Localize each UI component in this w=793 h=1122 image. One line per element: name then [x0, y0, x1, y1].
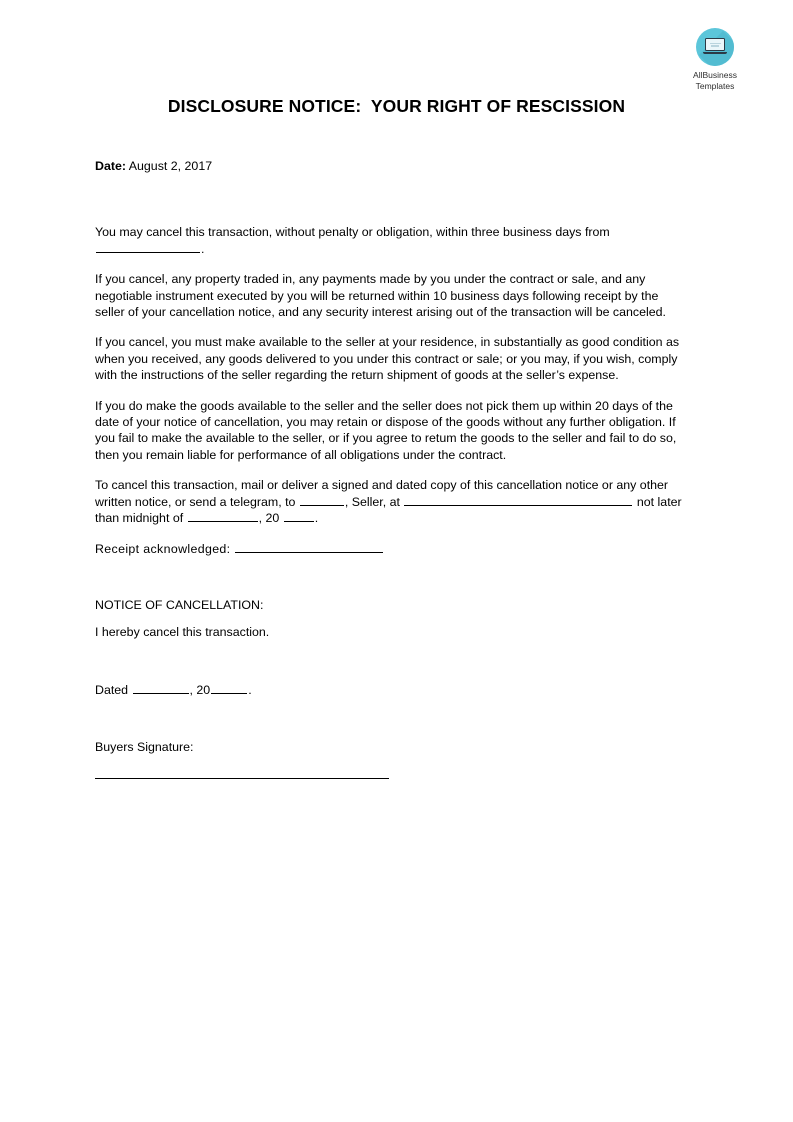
- blank-cancel-date[interactable]: [96, 241, 200, 253]
- logo-text-line1: AllBusiness: [693, 70, 737, 80]
- laptop-screen-line: [710, 43, 721, 44]
- how-to-cancel-text-c: not later than midnight of: [95, 494, 682, 526]
- date-value: August 2, 2017: [128, 159, 213, 173]
- receipt-acknowledged-label: Receipt acknowledged:: [95, 541, 231, 556]
- paragraph-retention-liability: If you do make the goods available to the seller and the seller does not pick them up within 20 days of the date of your notice of cancellation, you may retain or dispose of the goods without any further obligation. If you fail to make the available to the seller, or if you agree to retum the goods to the seller and fail to do so, then you remain liable for performance of all obligations under the contract.: [95, 398, 677, 462]
- laptop-base: [703, 52, 727, 54]
- paragraph-cancel-window-text: You may cancel this transaction, without penalty or obligation, within three business days from: [95, 225, 610, 240]
- laptop-circle-icon: [696, 28, 734, 66]
- laptop-screen: [705, 38, 725, 51]
- how-to-cancel-text-a: To cancel this transaction, mail or deliver a signed and dated copy of this cancellation notice or any other written notice, or send a telegram, to: [95, 478, 669, 509]
- blank-dated-month[interactable]: [133, 682, 189, 694]
- dated-label: Dated: [95, 682, 129, 697]
- dated-mid: , 20: [189, 682, 211, 697]
- dated-line: [95, 682, 690, 698]
- page-title: DISCLOSURE NOTICE: YOUR RIGHT OF RESCISSION: [167, 96, 626, 116]
- blank-midnight-date[interactable]: [188, 510, 258, 522]
- blank-receipt-acknowledged[interactable]: [235, 541, 383, 553]
- notice-of-cancellation-heading: NOTICE OF CANCELLATION:: [95, 597, 264, 612]
- document-body: [95, 158, 690, 779]
- receipt-acknowledged-line: [95, 541, 690, 557]
- blank-dated-year[interactable]: [211, 682, 247, 694]
- laptop-icon: [703, 38, 727, 56]
- hereby-cancel-line: I hereby cancel this transaction.: [95, 625, 270, 640]
- paragraph-how-to-cancel: [95, 477, 690, 526]
- paragraph-goods-return: If you cancel, you must make available to the seller at your residence, in substantially as good condition as when you received, any goods delivered to you under this contract or sale; or you may, if you wish, comply with the instructions of the seller regarding the return shipment of goods at the seller’s expense.: [95, 335, 680, 383]
- date-line: [95, 158, 690, 174]
- buyers-signature-line[interactable]: [95, 778, 389, 779]
- how-to-cancel-text-e: .: [314, 511, 319, 526]
- paragraph-cancel-window: [95, 224, 690, 257]
- blank-seller-address[interactable]: [404, 494, 632, 506]
- how-to-cancel-text-d: , 20: [258, 511, 280, 526]
- logo-text-line2: Templates: [695, 80, 735, 91]
- laptop-screen-line: [711, 45, 719, 46]
- date-label: Date:: [95, 159, 126, 173]
- dated-end: .: [248, 682, 252, 697]
- allbusiness-templates-logo: [676, 28, 754, 91]
- blank-midnight-year[interactable]: [284, 510, 314, 522]
- how-to-cancel-text-b: , Seller, at: [344, 494, 400, 509]
- blank-seller-name[interactable]: [300, 494, 344, 506]
- buyers-signature-label: Buyers Signature:: [95, 740, 194, 755]
- paragraph-refund-terms: If you cancel, any property traded in, any payments made by you under the contract or sale, and any negotiable instrument executed by you will be returned within 10 business days following receipt by the seller of your cancellation notice, and any security interest arising out of the transaction will be canceled.: [95, 272, 666, 320]
- paragraph-cancel-window-period: .: [201, 241, 205, 256]
